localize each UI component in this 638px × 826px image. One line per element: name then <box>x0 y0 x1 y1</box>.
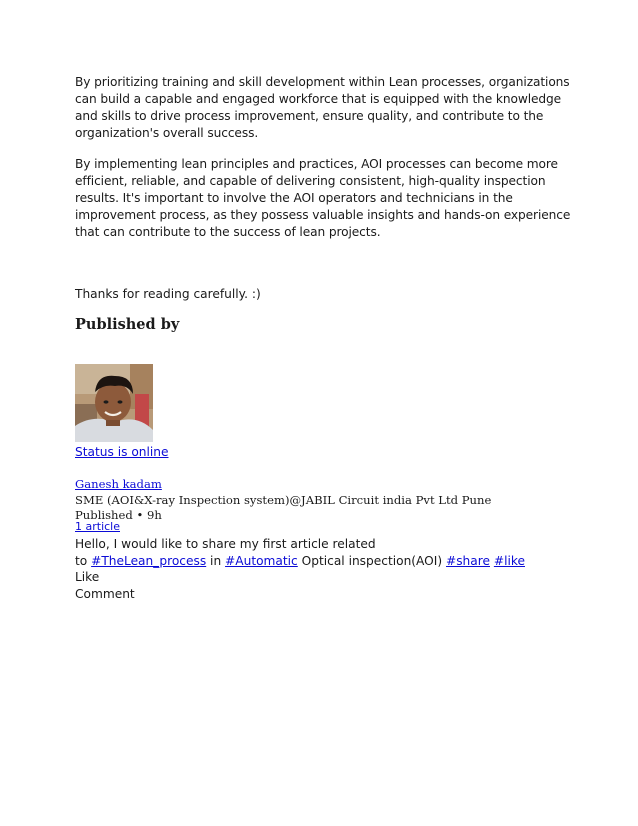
paragraph-training: By prioritizing training and skill development within Lean processes, organizations can build a capable and engaged workforce that is equipped with the knowledge and skills to drive process improvement, ensure quality, and contribute to the organization's overall success. <box>75 75 570 140</box>
hashtag-thelean-process[interactable]: #TheLean_process <box>91 553 207 568</box>
post-text-in: in <box>206 553 226 568</box>
article-body <box>75 74 575 255</box>
hashtag-automatic[interactable]: #Automatic <box>225 553 298 568</box>
author-name-link[interactable]: Ganesh kadam <box>75 477 162 491</box>
post-text <box>75 536 595 569</box>
post-actions <box>75 569 135 602</box>
author-avatar[interactable] <box>75 364 153 442</box>
post-text-to: to <box>75 553 92 568</box>
article-count-link[interactable]: 1 article <box>75 520 120 533</box>
author-block <box>75 477 491 524</box>
paragraph-lean-aoi: By implementing lean principles and practices, AOI processes can become more efficient, reliable, and capable of delivering consistent, high-quality inspection results. It's important to involve the AOI operators and technicians in the improvement process, as they possess valuable insights and hands-on experience that can contribute to the success of lean projects. <box>75 157 571 239</box>
post-text-middle: Optical inspection(AOI) <box>297 553 446 568</box>
published-by-heading: Published by <box>75 316 180 333</box>
hashtag-share[interactable]: #share <box>446 553 490 568</box>
thanks-text: Thanks for reading carefully. :) <box>75 287 261 301</box>
author-headline: SME (AOI&X-ray Inspection system)@JABIL Circuit india Pvt Ltd Pune <box>75 492 492 507</box>
comment-button[interactable]: Comment <box>75 586 135 601</box>
post-line-2 <box>75 553 595 570</box>
article-count[interactable] <box>75 520 120 534</box>
status-online-link[interactable] <box>75 444 169 460</box>
status-link[interactable]: Status is online <box>75 445 169 459</box>
like-button[interactable]: Like <box>75 570 100 584</box>
published-time: Published • 9h <box>75 508 162 522</box>
profile-photo-icon <box>75 364 153 442</box>
hashtag-like[interactable]: #like <box>493 553 525 568</box>
post-line-1: Hello, I would like to share my first article related <box>75 537 376 551</box>
